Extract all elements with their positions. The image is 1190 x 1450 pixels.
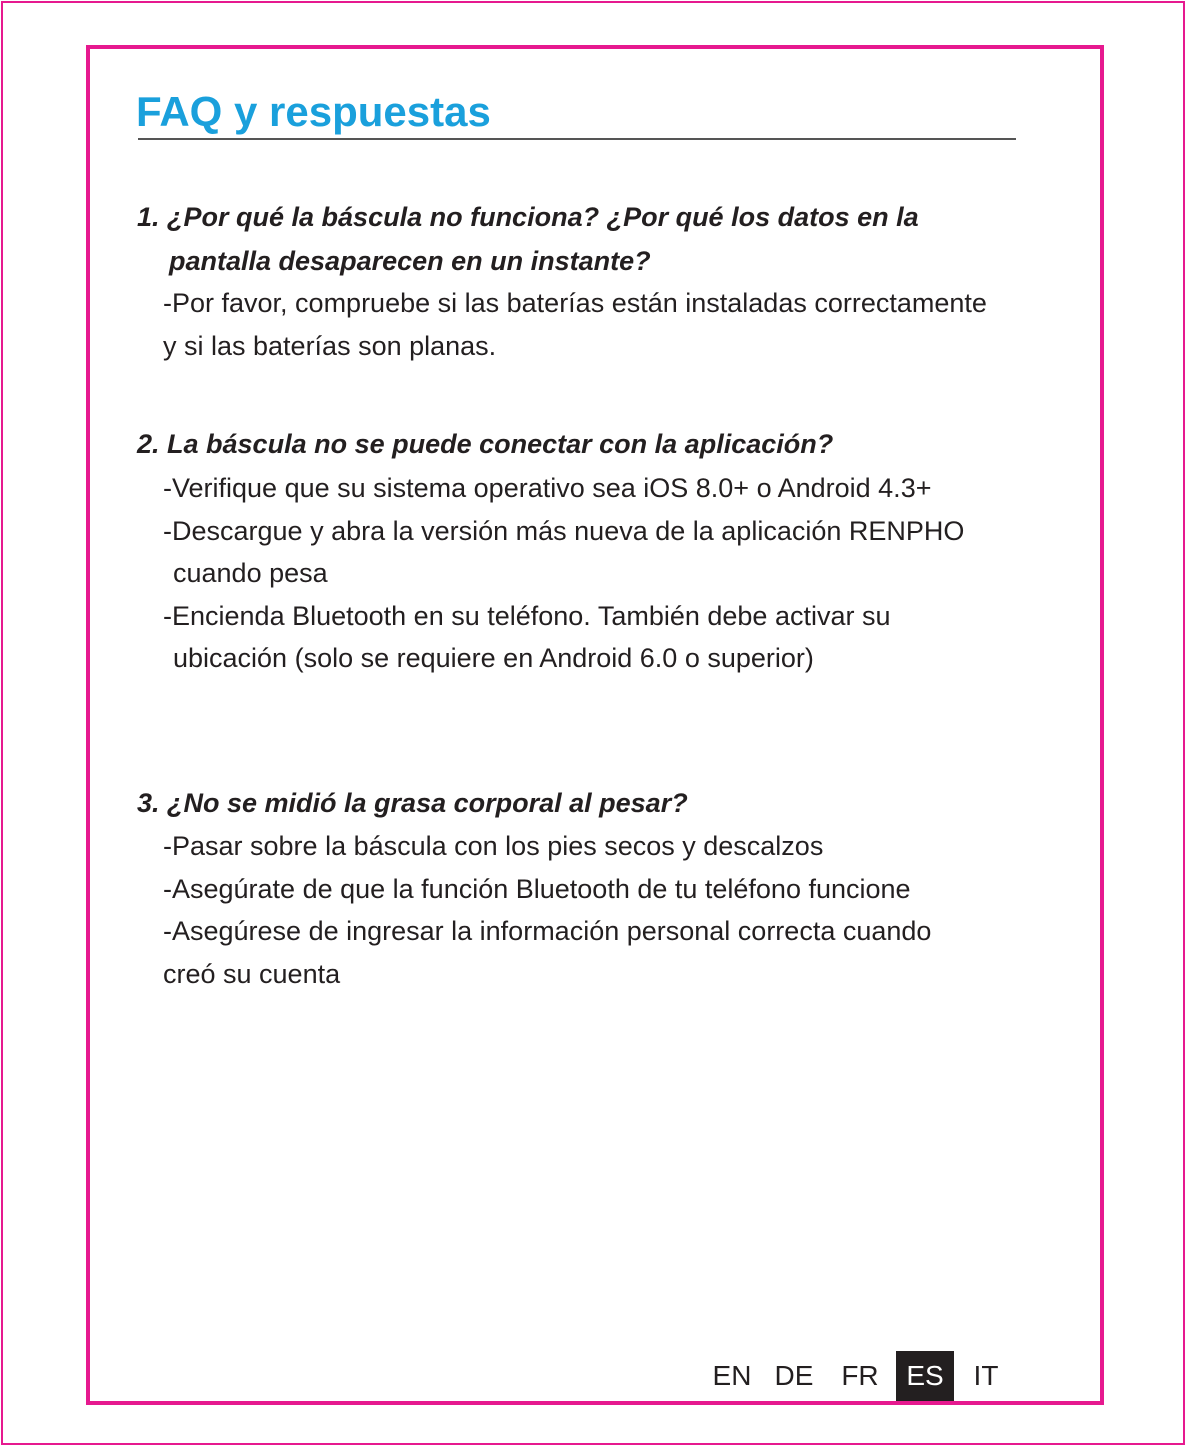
faq-answer-2-line-3: cuando pesa [173,558,328,588]
page-title: FAQ y respuestas [136,88,491,135]
title-underline [138,138,1016,140]
faq-question-3-line-1: 3. ¿No se midió la grasa corporal al pesar? [137,788,688,818]
faq-answer-1 [163,282,987,367]
lang-tab-it-label: IT [973,1360,999,1391]
faq-answer-3-line-2: -Asegúrate de que la función Bluetooth de tu teléfono funcione [163,873,911,904]
faq-answer-1-line-2: y si las baterías son planas. [163,330,497,361]
lang-tab-es[interactable] [896,1351,954,1401]
lang-tab-en-label: EN [712,1360,752,1391]
lang-tab-en[interactable] [700,1351,764,1401]
lang-tab-es-label: ES [906,1360,944,1391]
faq-answer-3 [163,825,931,995]
language-selector [700,1351,1018,1401]
faq-answer-2-line-1: -Verifique que su sistema operativo sea iOS 8.0+ o Android 4.3+ [163,473,932,503]
faq-question-2 [137,422,833,466]
faq-question-1-line-1: 1. ¿Por qué la báscula no funciona? ¿Por qué los datos en la [137,202,919,232]
lang-tab-fr[interactable] [824,1351,896,1401]
faq-answer-2-line-2: -Descargue y abra la versión más nueva de la aplicación RENPHO [163,515,965,546]
faq-question-1-line-2: pantalla desaparecen en un instante? [169,246,651,276]
faq-question-1 [137,195,919,283]
faq-answer-3-line-3: -Asegúrese de ingresar la información personal correcta cuando [163,916,932,946]
lang-tab-it[interactable] [954,1351,1018,1401]
faq-question-3 [137,781,688,825]
faq-answer-2 [163,467,964,680]
lang-tab-fr-label: FR [841,1360,879,1391]
lang-tab-de[interactable] [764,1351,824,1401]
faq-question-2-line-1: 2. La báscula no se puede conectar con la aplicación? [137,429,834,459]
faq-answer-2-line-4: -Encienda Bluetooth en su teléfono. También debe activar su [163,600,891,631]
faq-answer-3-line-1: -Pasar sobre la báscula con los pies secos y descalzos [163,831,824,861]
lang-tab-de-label: DE [774,1360,814,1391]
faq-answer-3-line-4: creó su cuenta [163,958,341,989]
faq-answer-1-line-1: -Por favor, compruebe si las baterías están instaladas correctamente [163,288,987,318]
faq-answer-2-line-5: ubicación (solo se requiere en Android 6.0 o superior) [173,643,814,673]
